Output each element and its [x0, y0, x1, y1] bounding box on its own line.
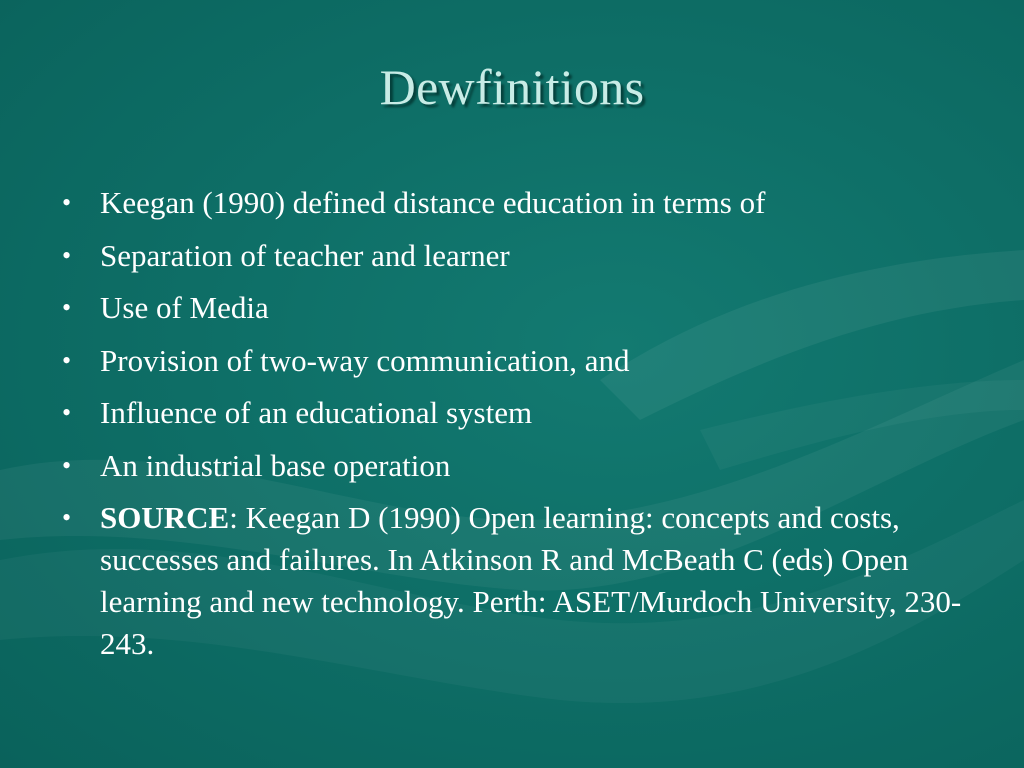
bullet-dot-icon: • [62, 188, 72, 217]
bullet-item [62, 392, 962, 434]
bullet-item [62, 287, 962, 329]
bullet-item [62, 182, 962, 224]
bullet-text: Keegan (1990) defined distance education in terms of [100, 185, 766, 220]
source-citation [62, 497, 962, 665]
bullet-text: Use of Media [100, 290, 269, 325]
bullet-text: Provision of two-way communication, and [100, 342, 630, 378]
bullet-item [62, 445, 962, 487]
bullet-dot-icon: • [62, 345, 72, 375]
bullet-dot-icon: • [62, 293, 72, 322]
source-text: : Keegan D (1990) Open learning: concepts and costs, successes and failures. In Atkinson R and McBeath C (eds) Open learning and new technology. Perth: ASET/Murdoch University, 230-243. [100, 500, 962, 661]
bullet-text: Influence of an educational system [100, 395, 533, 430]
source-label: SOURCE [100, 500, 230, 535]
bullet-text: An industrial base operation [100, 447, 451, 483]
bullet-dot-icon: • [62, 398, 72, 427]
slide-title: Dewfinitions [379, 59, 645, 115]
bullet-dot-icon: • [62, 240, 72, 270]
bullet-dot-icon: • [62, 503, 72, 532]
bullet-dot-icon: • [62, 450, 72, 480]
bullet-item [62, 340, 962, 382]
bullet-item [62, 235, 962, 277]
bullet-text: Separation of teacher and learner [100, 237, 510, 273]
bullet-list [62, 182, 962, 676]
